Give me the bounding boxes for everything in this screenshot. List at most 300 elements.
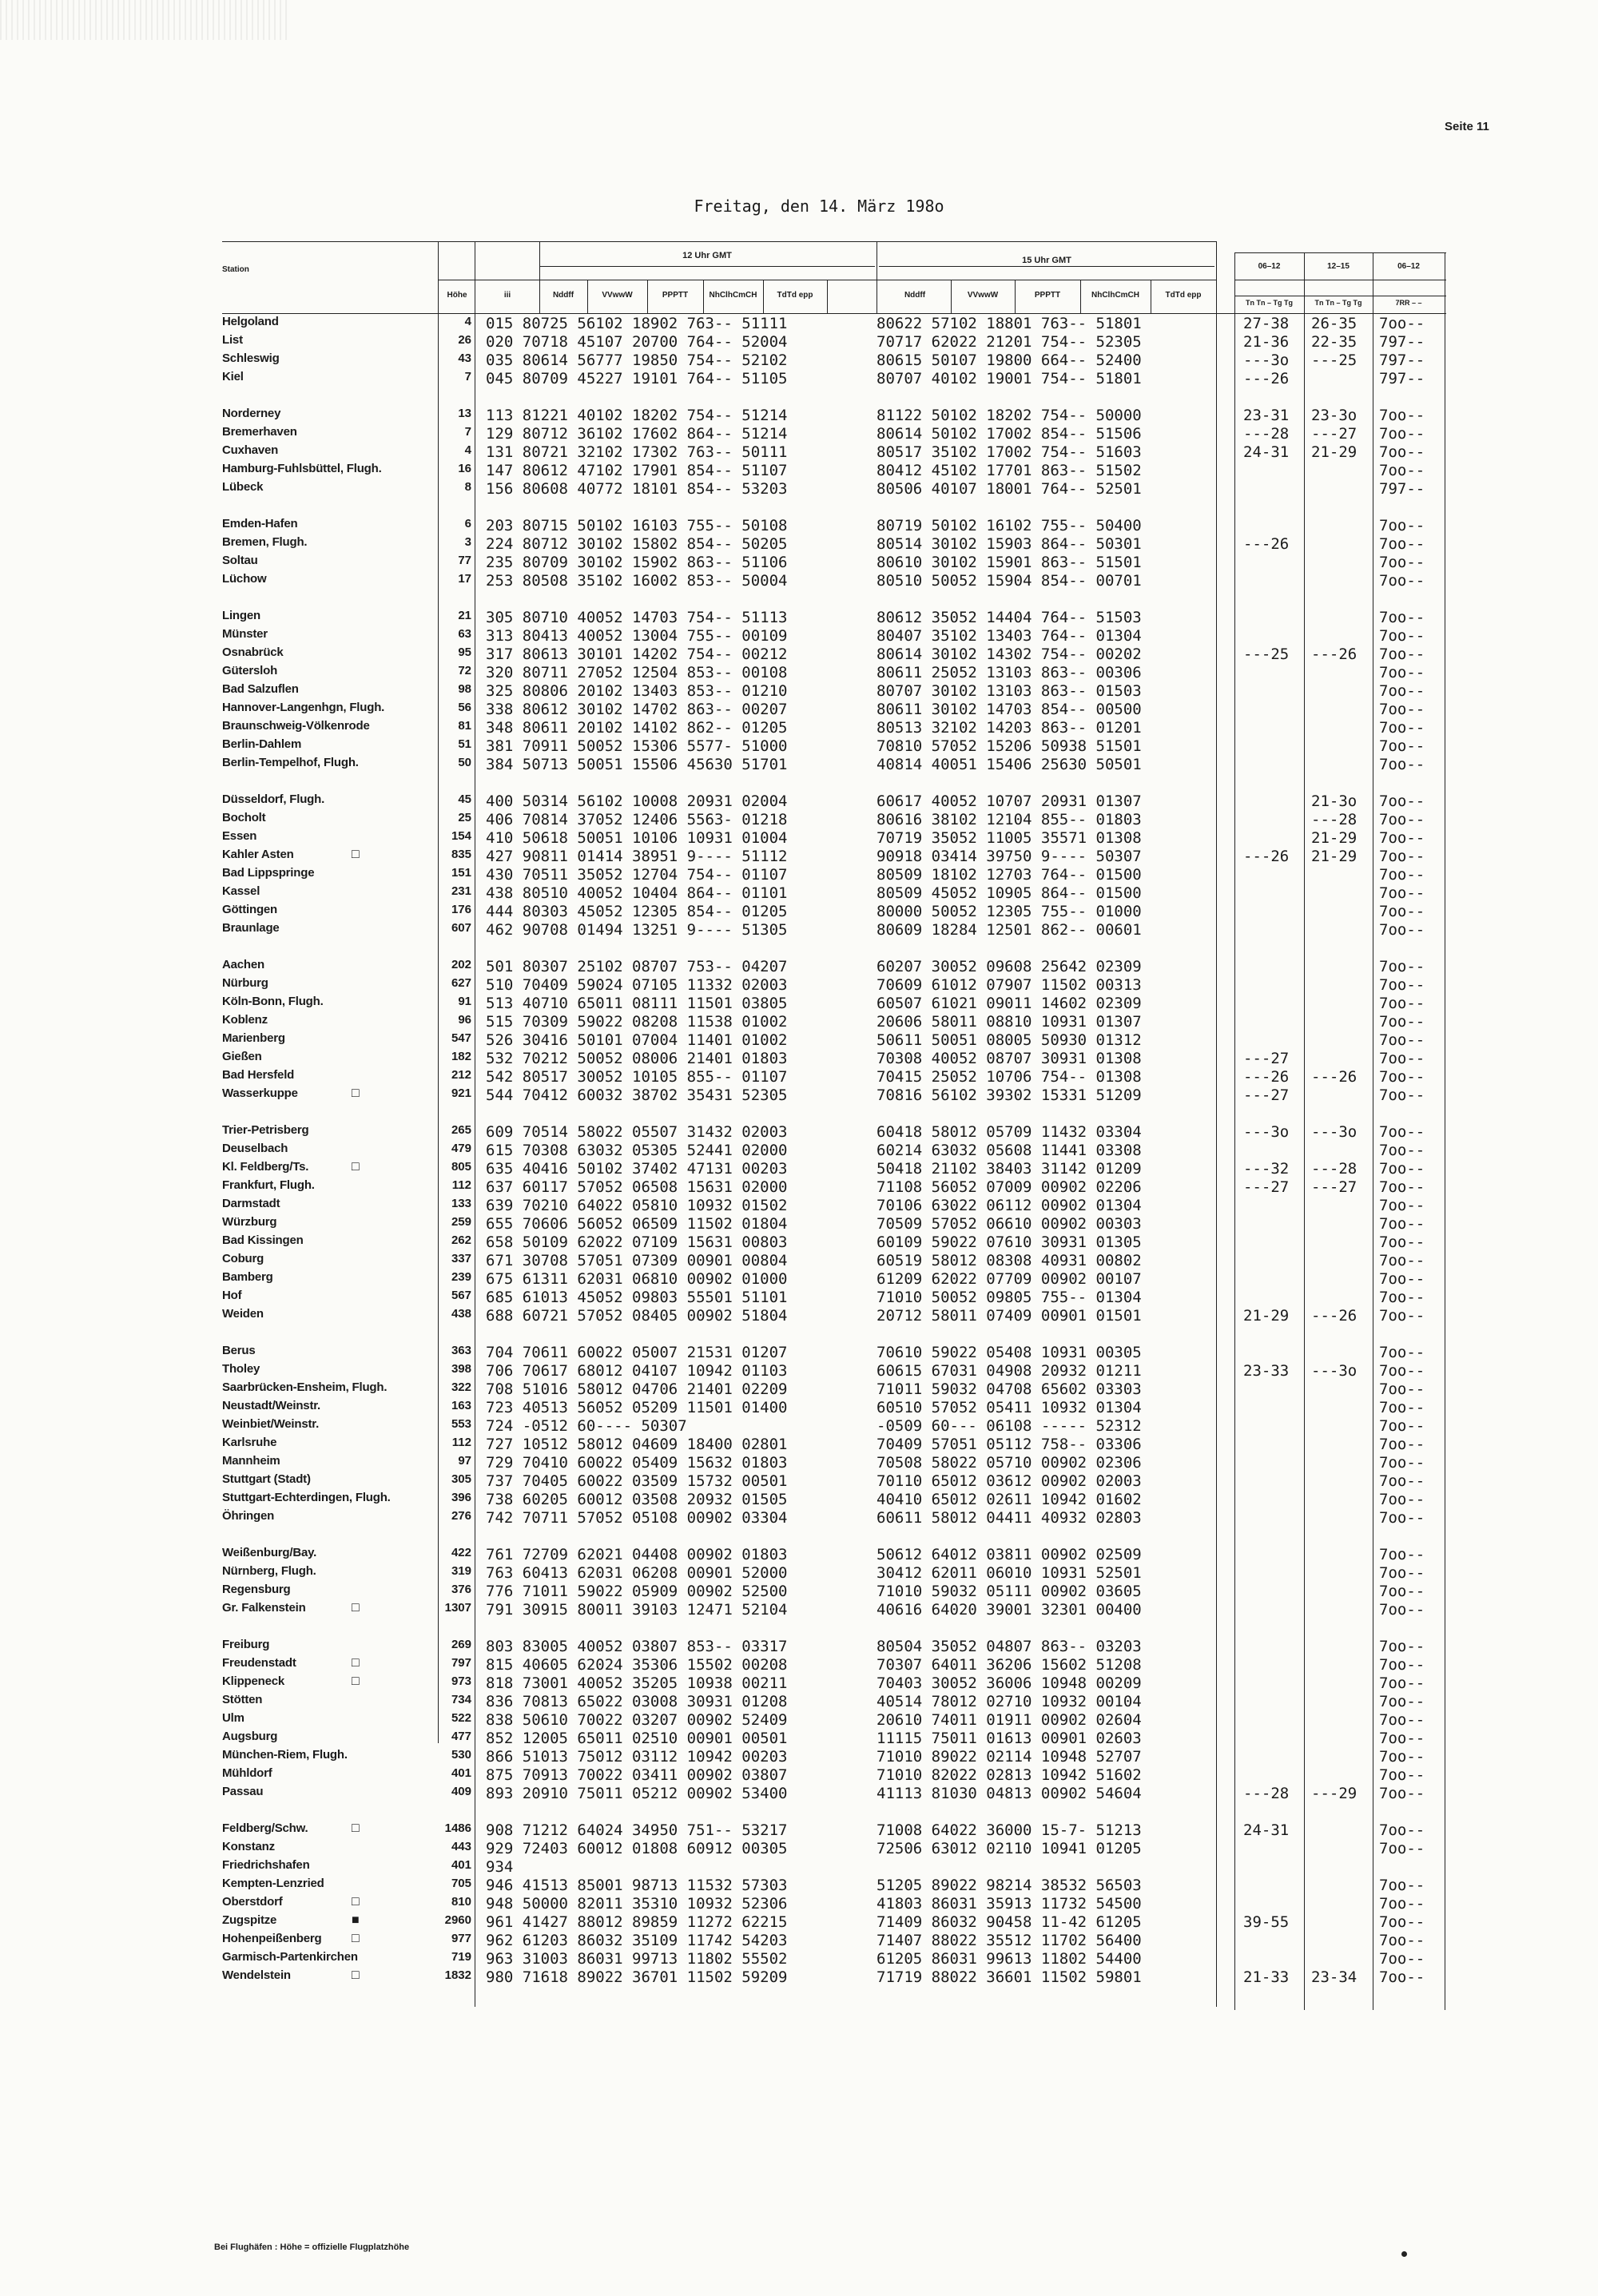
station-height: 26	[458, 333, 471, 347]
obs-12utc: 235 80709 30102 15902 863-- 51106	[486, 554, 788, 571]
precip-06-12: 7oo--	[1379, 1950, 1425, 1968]
obs-15utc: 60615 67031 04908 20932 01211	[877, 1362, 1142, 1380]
station-marker: □	[352, 1086, 360, 1100]
temp-12-15: 22-35	[1311, 333, 1358, 351]
obs-12utc: 836 70813 65022 03008 30931 01208	[486, 1693, 788, 1710]
station-height: 13	[458, 407, 471, 420]
station-name: Kassel	[222, 884, 260, 898]
obs-15utc: 80517 35102 17002 754-- 51603	[877, 443, 1142, 461]
temp-12-15: ---29	[1311, 1785, 1358, 1802]
precip-06-12: 7oo--	[1379, 1123, 1425, 1141]
station-height: 921	[451, 1086, 471, 1100]
station-height: 530	[451, 1748, 471, 1762]
obs-12utc: 737 70405 60022 03509 15732 00501	[486, 1472, 788, 1490]
precip-06-12: 7oo--	[1379, 1491, 1425, 1508]
precip-06-12: 7oo--	[1379, 315, 1425, 332]
header-15gmt: 15 Uhr GMT	[1022, 256, 1071, 265]
obs-15utc: 50611 50051 08005 50930 01312	[877, 1031, 1142, 1049]
precip-06-12: 7oo--	[1379, 1436, 1425, 1453]
h15-c3: PPPTT	[1034, 291, 1061, 300]
precip-06-12: 7oo--	[1379, 1160, 1425, 1178]
obs-12utc: 338 80612 30102 14702 863-- 00207	[486, 701, 788, 718]
obs-15utc: 70717 62022 21201 754-- 52305	[877, 333, 1142, 351]
station-height: 212	[451, 1068, 471, 1082]
station-height: 734	[451, 1693, 471, 1706]
right-bot-2: Tn Tn – Tg Tg	[1314, 299, 1362, 307]
obs-15utc: 70610 59022 05408 10931 00305	[877, 1344, 1142, 1361]
station-marker: □	[352, 848, 360, 861]
obs-15utc: 60617 40052 10707 20931 01307	[877, 792, 1142, 810]
precip-06-12: 7oo--	[1379, 1711, 1425, 1729]
obs-15utc: 70609 61012 07907 11502 00313	[877, 976, 1142, 994]
table-row	[0, 811, 1598, 829]
obs-12utc: 671 30708 57051 07309 00901 00804	[486, 1252, 788, 1269]
station-name: Münster	[222, 627, 268, 641]
station-height: 805	[451, 1160, 471, 1174]
station-height: 977	[451, 1932, 471, 1945]
precip-06-12: 7oo--	[1379, 1877, 1425, 1894]
temp-12-15: ---28	[1311, 1160, 1358, 1178]
table-row	[0, 701, 1598, 719]
obs-12utc: 438 80510 40052 10404 864-- 01101	[486, 884, 788, 902]
header-hoehe: Höhe	[447, 291, 467, 300]
table-row	[0, 1068, 1598, 1086]
station-height: 154	[451, 829, 471, 843]
station-height: 396	[451, 1491, 471, 1504]
precip-06-12: 7oo--	[1379, 1674, 1425, 1692]
obs-12utc: 224 80712 30102 15802 854-- 50205	[486, 535, 788, 553]
obs-15utc: 90918 03414 39750 9---- 50307	[877, 848, 1142, 865]
station-name: Passau	[222, 1785, 264, 1798]
obs-12utc: 313 80413 40052 13004 755-- 00109	[486, 627, 788, 645]
table-row	[0, 517, 1598, 535]
obs-12utc: 791 30915 80011 39103 12471 52104	[486, 1601, 788, 1619]
obs-12utc: 020 70718 45107 20700 764-- 52004	[486, 333, 788, 351]
station-height: 567	[451, 1289, 471, 1302]
obs-15utc: 70719 35052 11005 35571 01308	[877, 829, 1142, 847]
station-height: 56	[458, 701, 471, 714]
station-name: Bad Salzuflen	[222, 682, 299, 696]
obs-15utc: 41113 81030 04813 00902 54604	[877, 1785, 1142, 1802]
station-height: 202	[451, 958, 471, 971]
precip-06-12: 7oo--	[1379, 756, 1425, 773]
obs-12utc: 147 80612 47102 17901 854-- 51107	[486, 462, 788, 479]
table-row	[0, 646, 1598, 664]
obs-15utc: 71108 56052 07009 00902 02206	[877, 1178, 1142, 1196]
station-height: 21	[458, 609, 471, 622]
table-row	[0, 1950, 1598, 1968]
temp-06-12: ---32	[1243, 1160, 1290, 1178]
obs-15utc: 71010 59032 05111 00902 03605	[877, 1583, 1142, 1600]
obs-12utc: 761 72709 62021 04408 00902 01803	[486, 1546, 788, 1563]
obs-12utc: 866 51013 75012 03112 10942 00203	[486, 1748, 788, 1766]
obs-12utc: 946 41513 85001 98713 11532 57303	[486, 1877, 788, 1894]
station-name: Bad Kissingen	[222, 1233, 304, 1247]
obs-12utc: 688 60721 57052 08405 00902 51804	[486, 1307, 788, 1325]
temp-12-15: 23-3o	[1311, 407, 1358, 424]
obs-15utc: 70816 56102 39302 15331 51209	[877, 1086, 1142, 1104]
table-row	[0, 958, 1598, 976]
obs-15utc: 81122 50102 18202 754-- 50000	[877, 407, 1142, 424]
station-height: 398	[451, 1362, 471, 1376]
temp-12-15: ---26	[1311, 646, 1358, 663]
station-name: Marienberg	[222, 1031, 285, 1045]
station-name: Wendelstein	[222, 1968, 291, 1982]
temp-06-12: 21-33	[1243, 1968, 1290, 1986]
table-row	[0, 627, 1598, 646]
temp-06-12: ---27	[1243, 1086, 1290, 1104]
station-height: 319	[451, 1564, 471, 1578]
precip-06-12: 7oo--	[1379, 1031, 1425, 1049]
temp-06-12: ---28	[1243, 425, 1290, 443]
table-row	[0, 1178, 1598, 1197]
station-name: Köln-Bonn, Flugh.	[222, 995, 324, 1008]
table-row	[0, 1913, 1598, 1932]
table-row	[0, 1289, 1598, 1307]
obs-15utc: 60109 59022 07610 30931 01305	[877, 1233, 1142, 1251]
table-row	[0, 1252, 1598, 1270]
precip-06-12: 7oo--	[1379, 682, 1425, 700]
obs-12utc: 305 80710 40052 14703 754-- 51113	[486, 609, 788, 626]
obs-15utc: 80412 45102 17701 863-- 51502	[877, 462, 1142, 479]
station-name: Göttingen	[222, 903, 278, 916]
temp-12-15: 21-29	[1311, 848, 1358, 865]
station-height: 112	[451, 1436, 471, 1449]
obs-12utc: 708 51016 58012 04706 21401 02209	[486, 1380, 788, 1398]
temp-06-12: ---28	[1243, 1785, 1290, 1802]
obs-15utc: 70509 57052 06610 00902 00303	[877, 1215, 1142, 1233]
station-height: 1486	[444, 1821, 471, 1835]
station-name: Nürburg	[222, 976, 268, 990]
obs-15utc: 80707 40102 19001 754-- 51801	[877, 370, 1142, 387]
table-row	[0, 1840, 1598, 1858]
footer-note: Bei Flughäfen : Höhe = offizielle Flugplatzhöhe	[214, 2242, 410, 2252]
table-row	[0, 315, 1598, 333]
obs-15utc: 80510 50052 15904 854-- 00701	[877, 572, 1142, 590]
obs-15utc: 80615 50107 19800 664-- 52400	[877, 352, 1142, 369]
precip-06-12: 7oo--	[1379, 792, 1425, 810]
station-height: 797	[451, 1656, 471, 1670]
station-marker: ■	[352, 1913, 360, 1927]
table-row	[0, 1693, 1598, 1711]
obs-15utc: 71011 59032 04708 65602 03303	[877, 1380, 1142, 1398]
precip-06-12: 7oo--	[1379, 1583, 1425, 1600]
station-name: Lingen	[222, 609, 260, 622]
obs-12utc: 738 60205 60012 03508 20932 01505	[486, 1491, 788, 1508]
station-height: 4	[464, 315, 471, 328]
station-name: Nürnberg, Flugh.	[222, 1564, 316, 1578]
h12-c4: NhClhCmCH	[709, 291, 757, 300]
station-name: Bocholt	[222, 811, 266, 824]
obs-15utc: 80614 30102 14302 754-- 00202	[877, 646, 1142, 663]
obs-15utc: 61209 62022 07709 00902 00107	[877, 1270, 1142, 1288]
table-row	[0, 1142, 1598, 1160]
page-number: Seite 11	[1445, 120, 1489, 133]
table-row	[0, 1932, 1598, 1950]
station-name: Coburg	[222, 1252, 264, 1265]
station-marker: □	[352, 1932, 360, 1945]
station-height: 231	[451, 884, 471, 898]
precip-06-12: 7oo--	[1379, 664, 1425, 681]
date-line: Freitag, den 14. März 198o	[694, 197, 944, 216]
obs-12utc: 704 70611 60022 05007 21531 01207	[486, 1344, 788, 1361]
obs-15utc: 80622 57102 18801 763-- 51801	[877, 315, 1142, 332]
temp-12-15: ---3o	[1311, 1362, 1358, 1380]
station-height: 705	[451, 1877, 471, 1890]
station-name: Augsburg	[222, 1730, 278, 1743]
temp-12-15: ---25	[1311, 352, 1358, 369]
obs-15utc: 80707 30102 13103 863-- 01503	[877, 682, 1142, 700]
table-row	[0, 756, 1598, 774]
obs-12utc: 724 -0512 60---- 50307	[486, 1417, 687, 1435]
temp-06-12: 24-31	[1243, 1821, 1290, 1839]
obs-12utc: 776 71011 59022 05909 00902 52500	[486, 1583, 788, 1600]
table-row	[0, 480, 1598, 499]
station-height: 97	[458, 1454, 471, 1468]
obs-12utc: 131 80721 32102 17302 763-- 50111	[486, 443, 788, 461]
station-marker: □	[352, 1601, 360, 1615]
table-row	[0, 1454, 1598, 1472]
obs-15utc: 71010 82022 02813 10942 51602	[877, 1766, 1142, 1784]
table-row	[0, 1656, 1598, 1674]
precip-06-12: 7oo--	[1379, 1748, 1425, 1766]
station-name: Gütersloh	[222, 664, 278, 677]
precip-06-12: 7oo--	[1379, 1913, 1425, 1931]
obs-12utc: 635 40416 50102 37402 47131 00203	[486, 1160, 788, 1178]
obs-15utc: 71008 64022 36000 15-7- 51213	[877, 1821, 1142, 1839]
precip-06-12: 7oo--	[1379, 1380, 1425, 1398]
header-12gmt: 12 Uhr GMT	[682, 251, 732, 260]
table-row	[0, 443, 1598, 462]
obs-15utc: 60214 63032 05608 11441 03308	[877, 1142, 1142, 1159]
station-height: 95	[458, 646, 471, 659]
precip-06-12: 7oo--	[1379, 1454, 1425, 1472]
header-iii: iii	[503, 291, 511, 300]
obs-15utc: 20610 74011 01911 00902 02604	[877, 1711, 1142, 1729]
precip-06-12: 7oo--	[1379, 811, 1425, 828]
obs-12utc: 542 80517 30052 10105 855-- 01107	[486, 1068, 788, 1086]
station-height: 91	[458, 995, 471, 1008]
h15-c4: NhClhCmCH	[1091, 291, 1139, 300]
precip-06-12: 7oo--	[1379, 572, 1425, 590]
temp-06-12: ---3o	[1243, 352, 1290, 369]
precip-06-12: 7oo--	[1379, 1068, 1425, 1086]
obs-12utc: 381 70911 50052 15306 5577- 51000	[486, 737, 788, 755]
table-row	[0, 682, 1598, 701]
precip-06-12: 7oo--	[1379, 1821, 1425, 1839]
station-name: Bremerhaven	[222, 425, 297, 439]
obs-15utc: 71407 88022 35512 11702 56400	[877, 1932, 1142, 1949]
station-marker: □	[352, 1821, 360, 1835]
obs-12utc: 655 70606 56052 06509 11502 01804	[486, 1215, 788, 1233]
h12-c3: PPPTT	[662, 291, 689, 300]
precip-06-12: 7oo--	[1379, 1638, 1425, 1655]
station-height: 719	[451, 1950, 471, 1964]
station-name: Kahler Asten	[222, 848, 294, 861]
table-row	[0, 1050, 1598, 1068]
precip-06-12: 7oo--	[1379, 627, 1425, 645]
obs-15utc: 61205 86031 99613 11802 54400	[877, 1950, 1142, 1968]
temp-12-15: ---3o	[1311, 1123, 1358, 1141]
station-name: Soltau	[222, 554, 258, 567]
obs-12utc: 875 70913 70022 03411 00902 03807	[486, 1766, 788, 1784]
obs-15utc: 80611 25052 13103 863-- 00306	[877, 664, 1142, 681]
obs-15utc: 20712 58011 07409 00901 01501	[877, 1307, 1142, 1325]
station-name: Deuselbach	[222, 1142, 288, 1155]
h15-c5: TdTd epp	[1165, 291, 1202, 300]
station-height: 276	[451, 1509, 471, 1523]
table-row	[0, 1858, 1598, 1877]
station-name: Norderney	[222, 407, 281, 420]
obs-12utc: 658 50109 62022 07109 15631 00803	[486, 1233, 788, 1251]
table-row	[0, 554, 1598, 572]
station-height: 96	[458, 1013, 471, 1027]
table-row	[0, 1362, 1598, 1380]
table-row	[0, 903, 1598, 921]
station-height: 6	[464, 517, 471, 530]
station-height: 45	[458, 792, 471, 806]
station-name: Zugspitze	[222, 1913, 277, 1927]
obs-12utc: 544 70412 60032 38702 35431 52305	[486, 1086, 788, 1104]
station-name: Schleswig	[222, 352, 280, 365]
station-height: 25	[458, 811, 471, 824]
station-name: Regensburg	[222, 1583, 291, 1596]
station-height: 409	[451, 1785, 471, 1798]
station-name: Mühldorf	[222, 1766, 272, 1780]
station-height: 133	[451, 1197, 471, 1210]
temp-06-12: ---27	[1243, 1050, 1290, 1067]
station-name: Wasserkuppe	[222, 1086, 298, 1100]
obs-15utc: 70307 64011 36206 15602 51208	[877, 1656, 1142, 1674]
station-height: 835	[451, 848, 471, 861]
obs-15utc: 80612 35052 14404 764-- 51503	[877, 609, 1142, 626]
station-name: Würzburg	[222, 1215, 277, 1229]
obs-12utc: 156 80608 40772 18101 854-- 53203	[486, 480, 788, 498]
obs-12utc: 980 71618 89022 36701 11502 59209	[486, 1968, 788, 1986]
obs-12utc: 045 80709 45227 19101 764-- 51105	[486, 370, 788, 387]
station-height: 477	[451, 1730, 471, 1743]
station-height: 77	[458, 554, 471, 567]
h12-c5: TdTd epp	[777, 291, 813, 300]
table-row	[0, 976, 1598, 995]
table-row	[0, 1821, 1598, 1840]
obs-15utc: -0509 60--- 06108 ----- 52312	[877, 1417, 1142, 1435]
obs-12utc: 325 80806 20102 13403 853-- 01210	[486, 682, 788, 700]
table-row	[0, 1968, 1598, 1987]
precip-06-12: 7oo--	[1379, 554, 1425, 571]
table-row	[0, 462, 1598, 480]
table-row	[0, 1399, 1598, 1417]
obs-12utc: 427 90811 01414 38951 9---- 51112	[486, 848, 788, 865]
right-top-1: 06–12	[1258, 262, 1281, 271]
table-row	[0, 664, 1598, 682]
temp-06-12: 39-55	[1243, 1913, 1290, 1931]
table-row	[0, 866, 1598, 884]
precip-06-12: 7oo--	[1379, 407, 1425, 424]
station-height: 522	[451, 1711, 471, 1725]
station-name: Weißenburg/Bay.	[222, 1546, 317, 1559]
table-row	[0, 1601, 1598, 1619]
obs-12utc: 929 72403 60012 01808 60912 00305	[486, 1840, 788, 1857]
h15-c1: Nddff	[904, 291, 926, 300]
temp-12-15: ---27	[1311, 425, 1358, 443]
obs-15utc: 80504 35052 04807 863-- 03203	[877, 1638, 1142, 1655]
right-bot-1: Tn Tn – Tg Tg	[1246, 299, 1293, 307]
obs-12utc: 763 60413 62031 06208 00901 52000	[486, 1564, 788, 1582]
obs-15utc: 71010 50052 09805 755-- 01304	[877, 1289, 1142, 1306]
station-marker: □	[352, 1968, 360, 1982]
table-row	[0, 1638, 1598, 1656]
obs-15utc: 80509 18102 12703 764-- 01500	[877, 866, 1142, 884]
table-row	[0, 1031, 1598, 1050]
obs-15utc: 40616 64020 39001 32301 00400	[877, 1601, 1142, 1619]
obs-15utc: 40814 40051 15406 25630 50501	[877, 756, 1142, 773]
obs-12utc: 852 12005 65011 02510 00901 00501	[486, 1730, 788, 1747]
station-name: Hohenpeißenberg	[222, 1932, 322, 1945]
obs-15utc: 60519 58012 08308 40931 00802	[877, 1252, 1142, 1269]
obs-15utc: 80513 32102 14203 863-- 01201	[877, 719, 1142, 737]
obs-15utc: 70415 25052 10706 754-- 01308	[877, 1068, 1142, 1086]
precip-06-12: 7oo--	[1379, 425, 1425, 443]
obs-12utc: 818 73001 40052 35205 10938 00211	[486, 1674, 788, 1692]
obs-15utc: 51205 89022 98214 38532 56503	[877, 1877, 1142, 1894]
station-name: Öhringen	[222, 1509, 275, 1523]
obs-12utc: 253 80508 35102 16002 853-- 50004	[486, 572, 788, 590]
table-row	[0, 921, 1598, 939]
precip-06-12: 7oo--	[1379, 1289, 1425, 1306]
precip-06-12: 7oo--	[1379, 1142, 1425, 1159]
station-name: Ulm	[222, 1711, 244, 1725]
table-row	[0, 1748, 1598, 1766]
precip-06-12: 7oo--	[1379, 1601, 1425, 1619]
station-name: München-Riem, Flugh.	[222, 1748, 348, 1762]
precip-06-12: 7oo--	[1379, 1509, 1425, 1527]
precip-06-12: 7oo--	[1379, 1895, 1425, 1913]
precip-06-12: 7oo--	[1379, 1307, 1425, 1325]
station-name: Klippeneck	[222, 1674, 285, 1688]
table-row	[0, 848, 1598, 866]
temp-06-12: 21-36	[1243, 333, 1290, 351]
precip-06-12: 7oo--	[1379, 1362, 1425, 1380]
temp-12-15: 21-29	[1311, 443, 1358, 461]
obs-15utc: 50418 21102 38403 31142 01209	[877, 1160, 1142, 1178]
obs-15utc: 80611 30102 14703 854-- 00500	[877, 701, 1142, 718]
obs-12utc: 129 80712 36102 17602 864-- 51214	[486, 425, 788, 443]
precip-06-12: 7oo--	[1379, 884, 1425, 902]
station-height: 182	[451, 1050, 471, 1063]
precip-06-12: 7oo--	[1379, 848, 1425, 865]
obs-12utc: 317 80613 30101 14202 754-- 00212	[486, 646, 788, 663]
table-row	[0, 1417, 1598, 1436]
obs-12utc: 908 71212 64024 34950 751-- 53217	[486, 1821, 788, 1839]
station-rows	[0, 315, 1598, 1987]
station-height: 443	[451, 1840, 471, 1853]
station-name: Gr. Falkenstein	[222, 1601, 306, 1615]
obs-15utc: 72506 63012 02110 10941 01205	[877, 1840, 1142, 1857]
precip-06-12: 797--	[1379, 370, 1425, 387]
station-height: 269	[451, 1638, 471, 1651]
precip-06-12: 797--	[1379, 352, 1425, 369]
station-name: Emden-Hafen	[222, 517, 298, 530]
precip-06-12: 7oo--	[1379, 1344, 1425, 1361]
station-name: Aachen	[222, 958, 264, 971]
table-row	[0, 1711, 1598, 1730]
station-name: Hannover-Langenhgn, Flugh.	[222, 701, 385, 714]
table-row	[0, 1197, 1598, 1215]
table-row	[0, 1583, 1598, 1601]
obs-12utc: 113 81221 40102 18202 754-- 51214	[486, 407, 788, 424]
obs-15utc: 70403 30052 36006 10948 00209	[877, 1674, 1142, 1692]
